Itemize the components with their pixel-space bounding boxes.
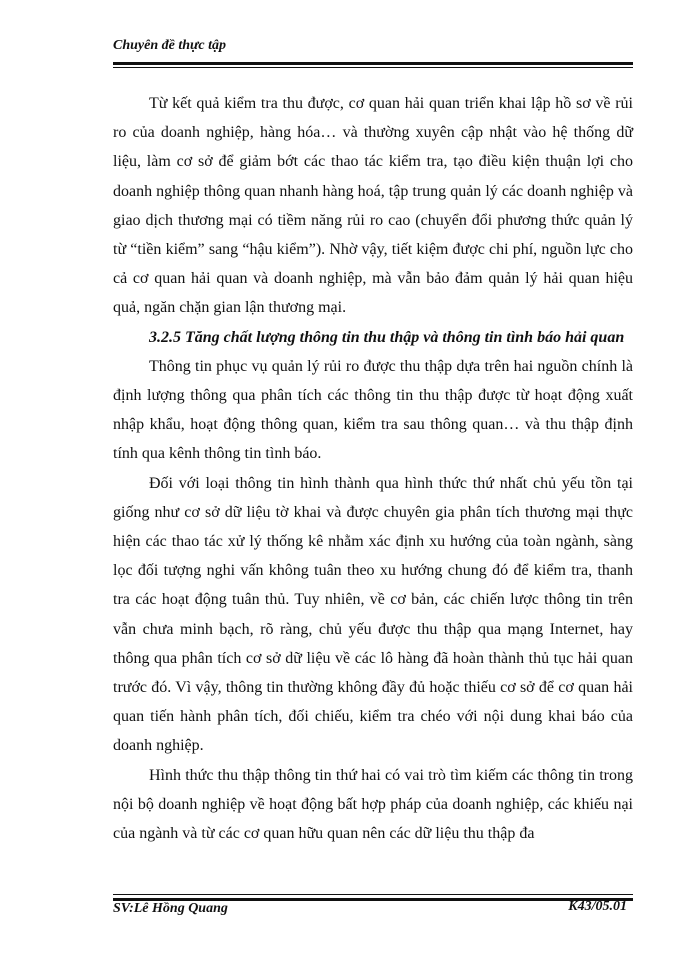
page-header-title: Chuyên đề thực tập — [113, 38, 227, 53]
section-heading-3-2-5: 3.2.5 Tăng chất lượng thông tin thu thập và thông tin tình báo hải quan — [149, 328, 625, 346]
paragraph-4: Hình thức thu thập thông tin thứ hai có vai trò tìm kiếm các thông tin trong nội bộ doanh nghiệp về hoạt động bất hợp pháp của doanh nghiệp, các khiếu nại của ngành và từ các cơ quan hữu quan nên các dữ liệu thu thập đa — [113, 766, 633, 843]
footer-author: SV:Lê Hồng Quang — [113, 901, 228, 916]
paragraph-3: Đối với loại thông tin hình thành qua hình thức thứ nhất chủ yếu tồn tại giống như cơ sở dữ liệu tờ khai và được chuyên gia phân tích thương mại thực hiện các thao tác xử lý thống kê nhằm xác định xu hướng của toàn ngành, sàng lọc đối tượng nghi vấn không tuân theo xu hướng chung đó để kiểm tra, thanh tra các hoạt động tuân thủ. Tuy nhiên, về cơ bản, các chiến lược thông tin trên vẫn chưa minh bạch, rõ ràng, chủ yếu được thu thập qua mạng Internet, hay thông qua phân tích cơ sở dữ liệu về các lô hàng đã hoàn thành thủ tục hải quan trước đó. Vì vậy, thông tin thường không đầy đủ hoặc thiếu cơ sở để cơ quan hải quan tiến hành phân tích, đối chiếu, kiểm tra chéo với nội dung khai báo của doanh nghiệp. — [113, 474, 633, 755]
header-rule-thick — [113, 62, 633, 65]
paragraph-1: Từ kết quả kiểm tra thu được, cơ quan hải quan triển khai lập hồ sơ về rủi ro của doanh nghiệp, hàng hóa… và thường xuyên cập nhật vào hệ thống dữ liệu, làm cơ sở để giảm bớt các thao tác kiểm tra, tạo điều kiện thuận lợi cho doanh nghiệp thông quan nhanh hàng hoá, tập trung quản lý các doanh nghiệp và giao dịch thương mại có tiềm năng rủi ro cao (chuyển đổi phương thức quản lý từ “tiền kiểm” sang “hậu kiểm”). Nhờ vậy, tiết kiệm được chi phí, nguồn lực cho cả cơ quan hải quan và doanh nghiệp, mà vẫn bảo đảm quản lý hải quan hiệu quả, ngăn chặn gian lận thương mại. — [113, 95, 633, 317]
paragraph-2: Thông tin phục vụ quản lý rủi ro được thu thập dựa trên hai nguồn chính là định lượng thông qua phân tích các thông tin thu thập được từ hoạt động xuất nhập khẩu, hoạt động thông quan, kiểm tra sau thông quan… và thu thập định tính qua kênh thông tin tình báo. — [113, 357, 633, 463]
footer-class-code: K43/05.01 — [568, 899, 627, 914]
document-body — [113, 89, 633, 848]
footer-rule-thin — [113, 894, 633, 895]
header-rule-thin — [113, 67, 633, 68]
